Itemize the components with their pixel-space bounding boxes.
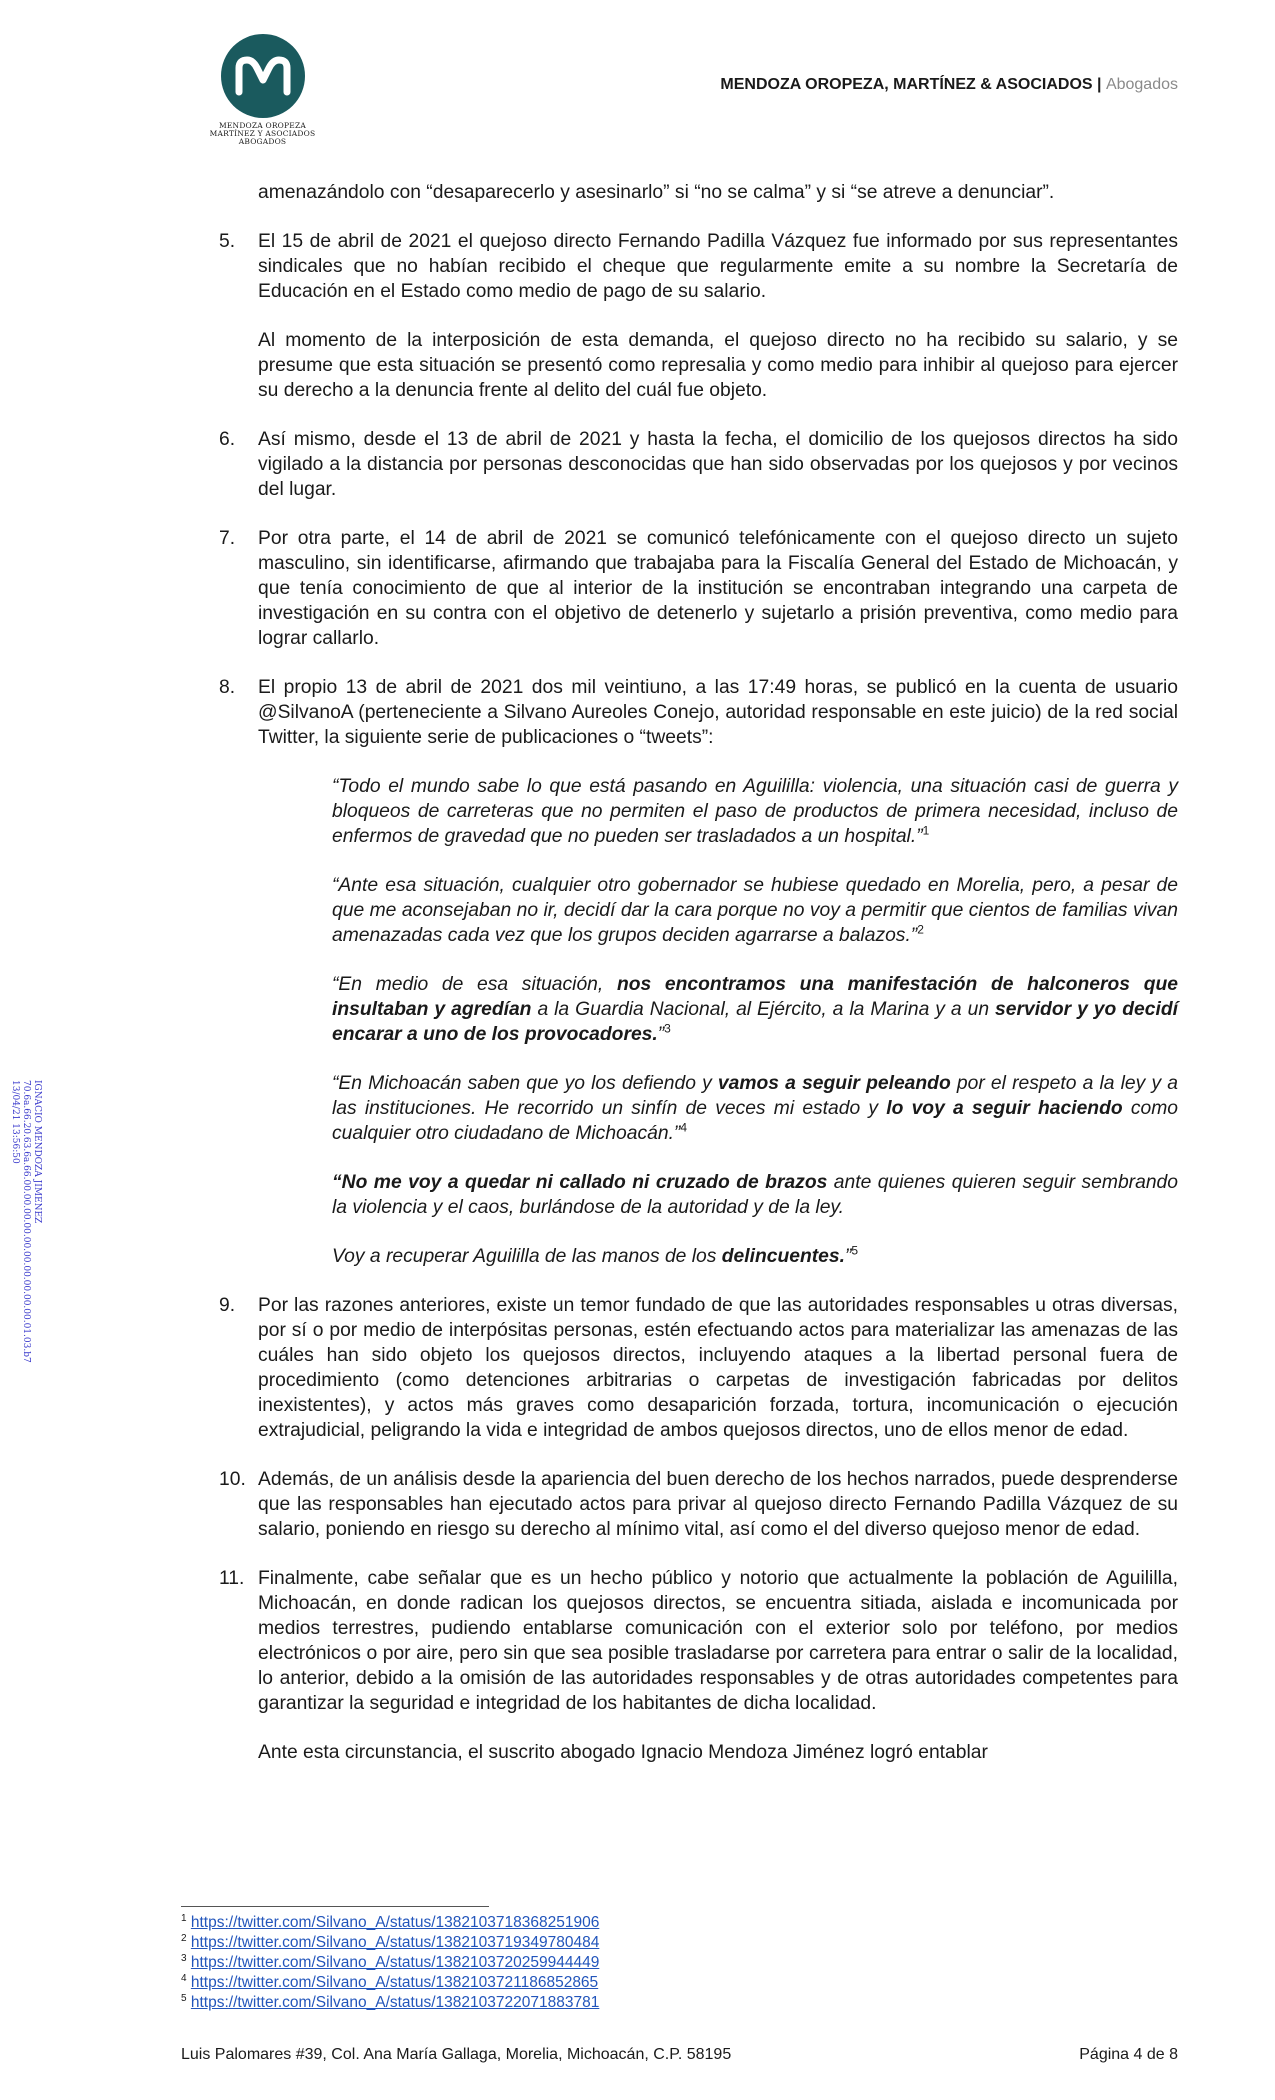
firm-logo — [200, 34, 325, 146]
footnotes — [181, 1913, 599, 2013]
item-9 — [219, 1293, 1178, 1443]
footnote-link[interactable]: https://twitter.com/Silvano_A/status/1382103718368251906 — [190, 1914, 600, 1931]
footnote-link[interactable]: https://twitter.com/Silvano_A/status/1382103721186852865 — [190, 1974, 599, 1991]
footnote-ref: 3 — [664, 1021, 671, 1036]
quote-3: “En medio de esa situación, nos encontramos una manifestación de halconeros que insultaban y agredían a la Guardia Nacional, al Ejército, a la Marina y a un servidor y yo decidí encarar a uno de los provocadores.”$^3$ — [332, 974, 1178, 1045]
footnote: $^1$ https://twitter.com/Silvano_A/status/1382103718368251906 — [181, 1912, 600, 1931]
item-5 — [219, 229, 1178, 403]
document-body — [219, 180, 1178, 1789]
footnote-ref: 1 — [922, 823, 930, 838]
quote-2: “Ante esa situación, cualquier otro gobernador se hubiese quedado en Morelia, pero, a pesar de que me aconsejaban no ir, decidí dar la cara porque no voy a permitir que cientos de familias vivan amenazadas cada vez que los grupos deciden agarrarse a balazos.”$^2$ — [332, 875, 1178, 946]
item-number: 9. — [219, 1295, 236, 1316]
footnote: $^5$ https://twitter.com/Silvano_A/status/1382103722071883781 — [181, 1992, 600, 2011]
paragraph: Al momento de la interposición de esta demanda, el quejoso directo no ha recibido su salario, y se presume que esta situación se presentó como represalia y como medio para inhibir al quejoso para ejercer su derecho a la denuncia frente al delito del cuál fue objeto. — [258, 330, 1178, 401]
footnote: $^3$ https://twitter.com/Silvano_A/status/1382103720259944449 — [181, 1952, 600, 1971]
paragraph: Finalmente, cabe señalar que es un hecho público y notorio que actualmente la población de Aguililla, Michoacán, en donde radican los quejosos directos, se encuentra sitiada, aislada e incomunicada por medios terrestres, pudiendo entablarse comunicación con el exterior solo por teléfono, por medios electrónicos o por aire, pero sin que sea posible trasladarse por carretera para entrar o salir de la localidad, lo anterior, debido a la omisión de las autoridades responsables y de otras autoridades competentes para garantizar la seguridad e integridad de los habitantes de dicha localidad. — [258, 1568, 1178, 1714]
logo-caption: MENDOZA OROPEZA MARTÍNEZ Y ASOCIADOS ABOGADOS — [209, 121, 316, 146]
item-7 — [219, 526, 1178, 651]
item-11 — [219, 1566, 1178, 1765]
item-number: 6. — [219, 429, 236, 450]
firm-header — [720, 76, 1178, 94]
footnote-link[interactable]: https://twitter.com/Silvano_A/status/1382103722071883781 — [190, 1994, 600, 2011]
quote-4: “En Michoacán saben que yo los defiendo y vamos a seguir peleando por el respeto a la ley y a las instituciones. He recorrido un sinfín de veces mi estado y lo voy a seguir haciendo como cualquier otro ciudadano de Michoacán.”$^4$ — [332, 1073, 1178, 1144]
footnote-divider — [181, 1906, 489, 1907]
footnote-ref: 2 — [917, 922, 924, 937]
item-6 — [219, 427, 1178, 502]
tweet-quotes — [332, 774, 1178, 1269]
paragraph: El propio 13 de abril de 2021 dos mil veintiuno, a las 17:49 horas, se publicó en la cuenta de usuario @SilvanoA (perteneciente a Silvano Aureoles Conejo, autoridad responsable en este juicio) de la red social Twitter, la siguiente serie de publicaciones o “tweets”: — [258, 677, 1178, 748]
footer-address: Luis Palomares #39, Col. Ana María Gallaga, Morelia, Michoacán, C.P. 58195 — [181, 2046, 732, 2063]
paragraph: Por las razones anteriores, existe un temor fundado de que las autoridades responsables u otras diversas, por sí o por medio de interpósitas personas, estén efectuando actos para materializar las amenazas de las cuáles han sido objeto los quejosos directos, incluyendo ataques a la libertad personal fuera de procedimiento (como detenciones arbitrarias o carpetas de investigación fabricadas por delitos inexistentes), y actos más graves como desaparición forzada, tortura, incomunicación o ejecución extrajudicial, peligrando la vida e integridad de ambos quejosos directos, uno de ellos menor de edad. — [258, 1295, 1178, 1441]
item-8 — [219, 675, 1178, 1269]
item-number: 10. — [219, 1469, 246, 1490]
quote-5: “No me voy a quedar ni callado ni cruzado de brazos ante quienes quieren seguir sembrando la violencia y el caos, burlándose de la autoridad y de la ley. — [332, 1172, 1178, 1218]
intro-paragraph: amenazándolo con “desaparecerlo y asesinarlo” si “no se calma” y si “se atreve a denunciar”. — [258, 182, 1055, 203]
quote-6: Voy a recuperar Aguililla de las manos de los delincuentes.”$^5$ — [332, 1243, 859, 1267]
item-number: 5. — [219, 231, 236, 252]
paragraph: Además, de un análisis desde la apariencia del buen derecho de los hechos narrados, puede desprenderse que las responsables han ejecutado actos para privar al quejoso directo Fernando Padilla Vázquez de su salario, poniendo en riesgo su derecho al mínimo vital, así como el del diverso quejoso menor de edad. — [258, 1469, 1178, 1540]
footnote-link[interactable]: https://twitter.com/Silvano_A/status/1382103720259944449 — [190, 1954, 600, 1971]
firm-suffix: Abogados — [1105, 76, 1178, 93]
item-10 — [219, 1467, 1178, 1542]
footnote-ref: 5 — [851, 1243, 859, 1258]
paragraph: Así mismo, desde el 13 de abril de 2021 y hasta la fecha, el domicilio de los quejosos directos ha sido vigilado a la distancia por personas desconocidas que han sido observadas por los quejosos y por vecinos del lugar. — [258, 429, 1178, 500]
footnote-ref: 4 — [680, 1120, 688, 1135]
firm-name: MENDOZA OROPEZA, MARTÍNEZ & ASOCIADOS | — [720, 76, 1102, 93]
digital-signature-stamp: IGNACIO MENDOZA JIMENEZ 70.6a.66.20.63.6a.66.00.00.00.00.00.00.00.00.00.00.01.03.b7 13/04/21 13:56:50 — [10, 1080, 42, 1363]
quote-1: “Todo el mundo sabe lo que está pasando en Aguililla: violencia, una situación casi de guerra y bloqueos de carreteras que no permiten el paso de productos de primera necesidad, incluso de enfermos de gravedad que no pueden ser trasladados a un hospital.”$^1$ — [332, 776, 1178, 847]
item-number: 8. — [219, 677, 236, 698]
footnote-link[interactable]: https://twitter.com/Silvano_A/status/1382103719349780484 — [190, 1934, 600, 1951]
paragraph: Ante esta circunstancia, el suscrito abogado Ignacio Mendoza Jiménez logró entablar — [258, 1742, 988, 1763]
footnote: $^2$ https://twitter.com/Silvano_A/status/1382103719349780484 — [181, 1932, 600, 1951]
item-number: 7. — [219, 528, 236, 549]
paragraph: Por otra parte, el 14 de abril de 2021 se comunicó telefónicamente con el quejoso directo un sujeto masculino, sin identificarse, afirmando que trabajaba para la Fiscalía General del Estado de Michoacán, y que tenía conocimiento de que al interior de la institución se encontraban integrando una carpeta de investigación en su contra con el objetivo de detenerlo y sujetarlo a prisión preventiva, como medio para lograr callarlo. — [258, 528, 1178, 649]
footnote: $^4$ https://twitter.com/Silvano_A/status/1382103721186852865 — [181, 1972, 599, 1991]
firm-logo-icon — [221, 34, 305, 118]
item-number: 11. — [219, 1568, 245, 1589]
page-number: Página 4 de 8 — [1079, 2046, 1178, 2063]
paragraph: El 15 de abril de 2021 el quejoso directo Fernando Padilla Vázquez fue informado por sus representantes sindicales que no habían recibido el cheque que regularmente emite a su nombre la Secretaría de Educación en el Estado como medio de pago de su salario. — [258, 231, 1178, 302]
